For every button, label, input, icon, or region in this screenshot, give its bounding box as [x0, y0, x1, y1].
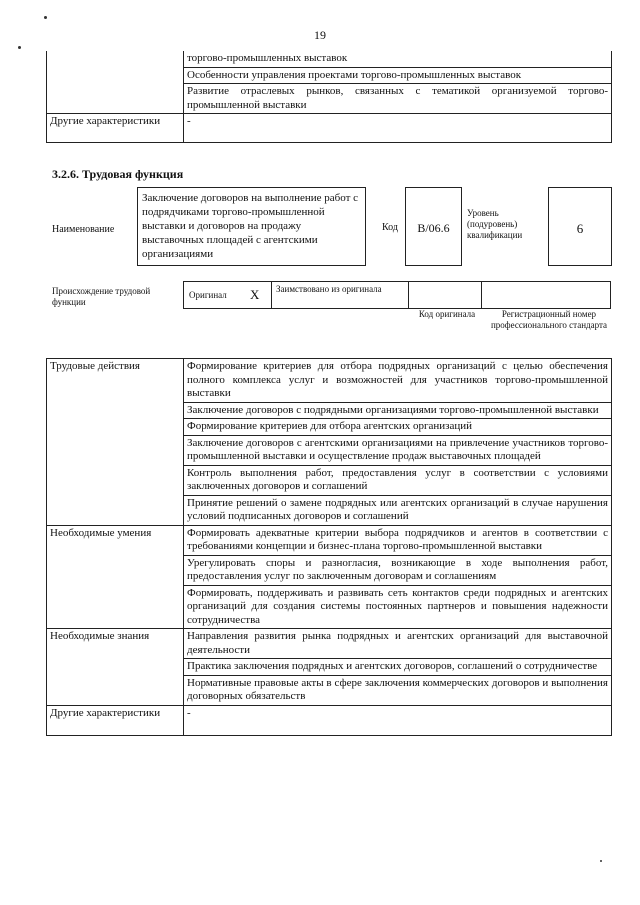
row-text: - — [184, 114, 612, 143]
level-value: 6 — [576, 221, 584, 236]
group-label: Необходимые знания — [47, 629, 184, 706]
scan-speck — [18, 46, 21, 49]
row-label — [47, 51, 184, 67]
list-item: Заключение договоров с подрядными организациями торгово-промышленной выставки — [184, 402, 612, 419]
origin-divider-1 — [271, 282, 272, 308]
main-table — [46, 358, 612, 736]
code-value: B/06.6 — [417, 221, 450, 235]
list-item: Направления развития рынка подрядных и агентских организаций для выставочной деятельности — [184, 629, 612, 659]
scan-speck — [44, 16, 47, 19]
table-row — [47, 525, 612, 555]
list-item: - — [184, 705, 612, 735]
group-label: Необходимые умения — [47, 525, 184, 629]
origin-divider-3 — [481, 282, 482, 308]
table-row — [47, 705, 612, 735]
origin-label: Происхождение трудовой функции — [52, 286, 151, 307]
origin-divider-2 — [408, 282, 409, 308]
table-row — [47, 67, 612, 84]
reg-number-caption: Регистрационный номер профессионального стандарта — [490, 309, 608, 330]
original-label: Оригинал — [189, 290, 227, 300]
row-label: Другие характеристики — [47, 114, 184, 143]
name-value-box — [137, 187, 366, 266]
name-label: Наименование — [52, 224, 115, 235]
code-origin-caption: Код оригинала — [418, 309, 476, 319]
original-mark: X — [250, 287, 260, 302]
scan-speck — [600, 860, 602, 862]
table-row — [47, 84, 612, 114]
code-value-box — [405, 187, 462, 266]
group-label: Другие характеристики — [47, 705, 184, 735]
borrowed-label: Заимствовано из оригинала — [276, 284, 382, 294]
table-row — [47, 359, 612, 403]
list-item: Принятие решений о замене подрядных или агентских организаций в случае нарушения условий подписанных договоров и соглашений — [184, 495, 612, 525]
list-item: Формирование критериев для отбора подрядных организаций с целью обеспечения полного комплекса услуг и возможностей для участников торгово-промышленной выставки — [184, 359, 612, 403]
list-item: Заключение договоров с агентскими организациями на привлечение участников торгово-промышленной выставки и осуществление продаж выставочных площадей — [184, 435, 612, 465]
table-row — [47, 629, 612, 659]
row-label — [47, 67, 184, 84]
row-label — [47, 84, 184, 114]
list-item: Урегулировать споры и разногласия, возникающие в ходе выполнения работ, предоставления услуг по заключенным договорам и соглашениям — [184, 555, 612, 585]
row-text: торгово-промышленных выставок — [184, 51, 612, 67]
list-item: Нормативные правовые акты в сфере заключения коммерческих договоров и выполнения договорных обязательств — [184, 675, 612, 705]
row-text: Особенности управления проектами торгово-промышленных выставок — [184, 67, 612, 84]
name-value: Заключение договоров на выполнение работ с подрядчиками торгово-промышленной выставки и договоров на продажу выставочных площадей с агентскими организациями — [142, 192, 359, 260]
list-item: Практика заключения подрядных и агентских договоров, соглашений о сотрудничестве — [184, 659, 612, 676]
list-item: Формирование критериев для отбора агентских организаций — [184, 419, 612, 436]
list-item: Формировать адекватные критерии выбора подрядчиков и агентов в соответствии с требованиями концепции и бизнес-плана торгово-промышленной выставки — [184, 525, 612, 555]
row-text: Развитие отраслевых рынков, связанных с тематикой организуемой торгово-промышленной выставки — [184, 84, 612, 114]
section-title: 3.2.6. Трудовая функция — [52, 167, 184, 181]
group-label: Трудовые действия — [47, 359, 184, 526]
level-value-box — [548, 187, 612, 266]
top-table — [46, 51, 612, 143]
page-number: 19 — [314, 28, 326, 42]
list-item: Формировать, поддерживать и развивать сеть контактов среди подрядных и агентских организаций для создания системы постоянных партнеров и повышения надежности сотрудничества — [184, 585, 612, 629]
origin-row — [183, 281, 611, 309]
level-label: Уровень (подуровень) квалификации — [467, 208, 523, 240]
table-row — [47, 51, 612, 67]
table-row — [47, 114, 612, 143]
list-item: Контроль выполнения работ, предоставления услуг в соответствии с условиями заключенных договоров и соглашений — [184, 465, 612, 495]
code-label: Код — [382, 222, 398, 233]
